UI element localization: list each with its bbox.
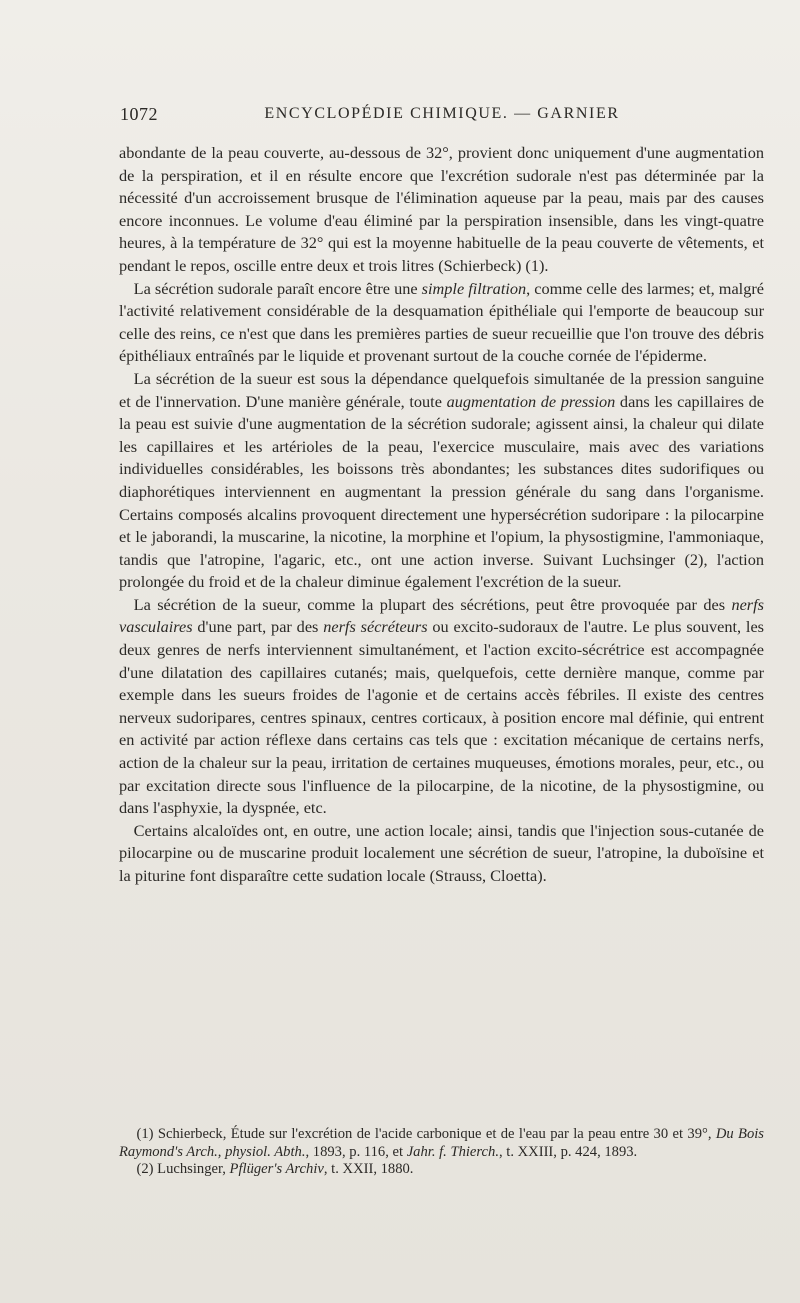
footnote: [119, 1126, 764, 1161]
text-run: , 1893, p. 116, et: [305, 1143, 407, 1160]
italic-text: augmentation de pression: [446, 391, 616, 411]
paragraph: [119, 820, 764, 888]
text-run: , t. XXIII, p. 424, 1893.: [498, 1143, 638, 1160]
footnote: [119, 1161, 764, 1179]
text-run: Certains alcaloïdes ont, en outre, une action locale; ainsi, tandis que l'injection sous-cutanée de pilocarpine ou de muscarine produit localement une sécrétion de sueur, l'atropine, la duboïsine et la piturine font disparaître cette sudation locale (Strauss, Cloetta).: [119, 820, 764, 885]
text-run: (1) Schierbeck, Étude sur l'excrétion de l'acide carbonique et de l'eau par la peau entre 30 et 39°,: [136, 1126, 716, 1142]
page-header: [118, 104, 766, 128]
paragraph: [119, 278, 764, 368]
text-run: abondante de la peau couverte, au-dessous de 32°, provient donc uniquement d'une augmentation de la perspiration, et il en résulte encore que l'excrétion sudorale n'est pas déterminée par la nécessité d'un accroissement brusque de l'élimination aqueuse par la peau, mais par des causes encore inconnues. Le volume d'eau éliminé par la perspiration insensible, dans les vingt-quatre heures, à la température de 32° qui est la moyenne habituelle de la peau couverte de vêtements, et pendant le repos, oscille entre deux et trois litres (Schierbeck) (1).: [119, 143, 764, 275]
body-text: [119, 142, 764, 888]
text-run: La sécrétion de la sueur est sous la dépendance quelquefois simultanée de la pression sanguine et de l'innervation. D'une manière générale, toute: [119, 368, 764, 411]
text-run: (2) Luchsinger,: [136, 1161, 230, 1178]
running-title: ENCYCLOPÉDIE CHIMIQUE. — GARNIER: [264, 105, 620, 122]
paragraph: [119, 594, 764, 820]
text-run: La sécrétion de la sueur, comme la plupart des sécrétions, peut être provoquée par des: [133, 594, 732, 614]
italic-text: Pflüger's Archiv: [229, 1161, 324, 1178]
text-run: dans les capillaires de la peau est suivie d'une augmentation de la sécrétion sudorale; agissent ainsi, la chaleur qui dilate les capillaires et les artérioles de la peau, l'exercice musculaire, mais avec des variations individuelles considérables, les boissons très abondantes; les substances dites sudorifiques ou diaphorétiques interviennent en augmentant la pression générale du sang dans l'organisme. Certains composés alcalins provoquent directement une hypersécrétion sudoripare : la pilocarpine et le jaborandi, la muscarine, la nicotine, la morphine et l'opium, la physostigmine, l'ammoniaque, tandis que l'atropine, l'agaric, etc., ont une action inverse. Suivant Luchsinger (2), l'action prolongée du froid et de la chaleur diminue également l'excrétion de la sueur.: [119, 391, 764, 592]
text-run: , comme celle des larmes; et, malgré l'activité relativement considérable de la desquamation épithéliale qui l'emporte de beaucoup sur celle des reins, ce n'est que dans les premières parties de sueur recueillie que l'on trouve des débris épithéliaux entraînés par le liquide et provenant surtout de la couche cornée de l'épiderme.: [119, 278, 764, 366]
text-run: La sécrétion sudorale paraît encore être une: [133, 278, 422, 298]
page-number: 1072: [120, 104, 158, 124]
italic-text: Du Bois Raymond's Arch., physiol. Abth.: [119, 1126, 764, 1160]
paragraph: [119, 142, 764, 278]
text-run: d'une part, par des: [192, 617, 324, 637]
footnotes: [119, 1126, 764, 1179]
text-run: , t. XXII, 1880.: [323, 1161, 414, 1178]
paragraph: [119, 368, 764, 594]
italic-text: Jahr. f. Thierch.: [406, 1143, 499, 1160]
italic-text: nerfs sécréteurs: [323, 617, 428, 637]
text-run: ou excito-sudoraux de l'autre. Le plus souvent, les deux genres de nerfs interviennent simultanément, et l'action excito-sécrétrice est accompagnée d'une dilatation des capillaires cutanés; mais, quelquefois, cette dernière manque, comme par exemple dans les sueurs froides de l'agonie et de certains accès fébriles. Il existe des centres nerveux sudoripares, centres spinaux, centres corticaux, à position encore mal définie, qui entrent en activité par action réflexe dans certains cas tels que : excitation mécanique de certains nerfs, action de la chaleur sur la peau, irritation de certaines muqueuses, émotions morales, peur, etc., ou par excitation directe sous l'influence de la pilocarpine, de la nicotine, de la physostigmine, ou dans l'asphyxie, la dyspnée, etc.: [119, 617, 765, 818]
italic-text: nerfs vasculaires: [119, 594, 764, 637]
italic-text: simple filtration: [421, 278, 527, 298]
